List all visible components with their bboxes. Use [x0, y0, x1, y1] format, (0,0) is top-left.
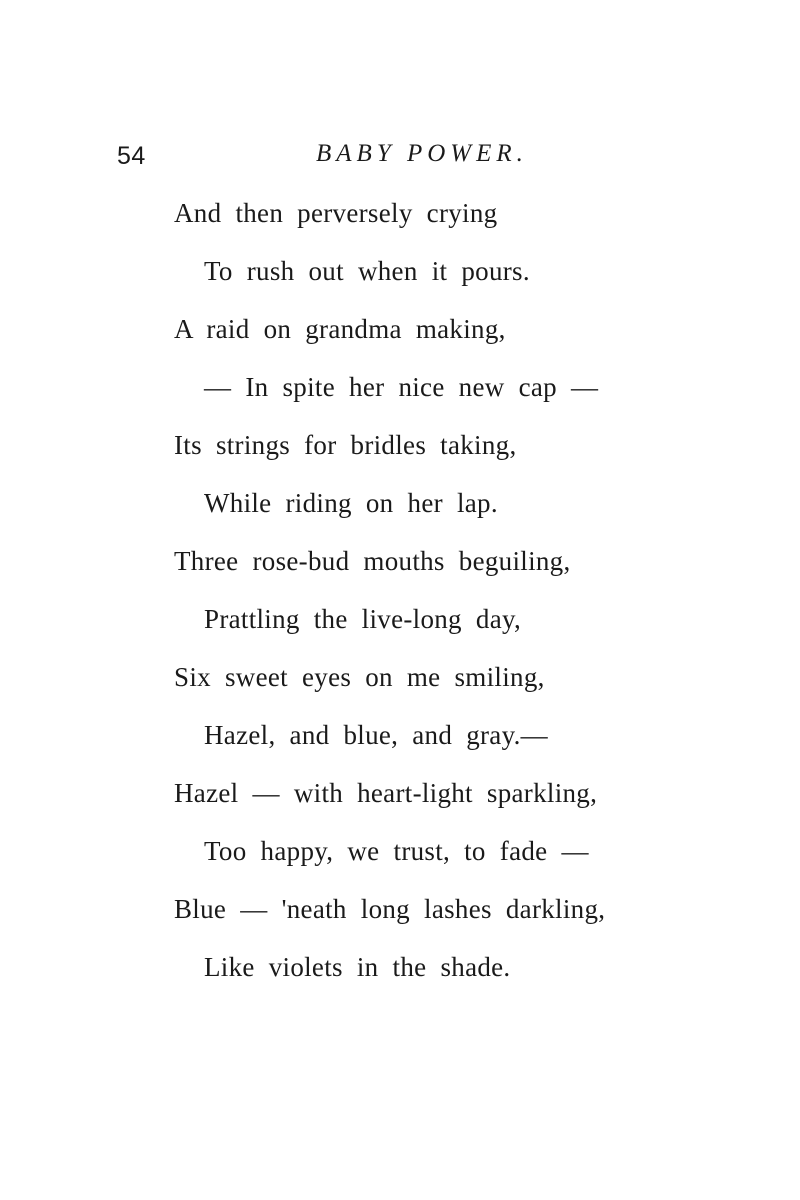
running-head	[0, 140, 800, 176]
poem-line: To rush out when it pours.	[204, 256, 530, 286]
poem-line: Like violets in the shade.	[204, 952, 511, 982]
poem-line: — In spite her nice new cap —	[204, 372, 599, 402]
poem-line: A raid on grandma making,	[174, 314, 506, 344]
poem-line: While riding on her lap.	[204, 488, 498, 518]
poem-line: Six sweet eyes on me smiling,	[174, 662, 545, 692]
poem-line: And then perversely crying	[174, 198, 498, 228]
poem-line: Its strings for bridles taking,	[174, 430, 517, 460]
poem-line: Blue — 'neath long lashes darkling,	[174, 894, 606, 924]
page-number: 54	[117, 142, 146, 170]
poem-line: Too happy, we trust, to fade —	[204, 836, 589, 866]
poem-line: Prattling the live-long day,	[204, 604, 522, 634]
poem-line: Hazel, and blue, and gray.—	[204, 720, 548, 750]
poem-line: Hazel — with heart-light sparkling,	[174, 778, 598, 808]
running-title: BABY POWER.	[316, 140, 528, 167]
poem-line: Three rose-bud mouths beguiling,	[174, 546, 571, 576]
